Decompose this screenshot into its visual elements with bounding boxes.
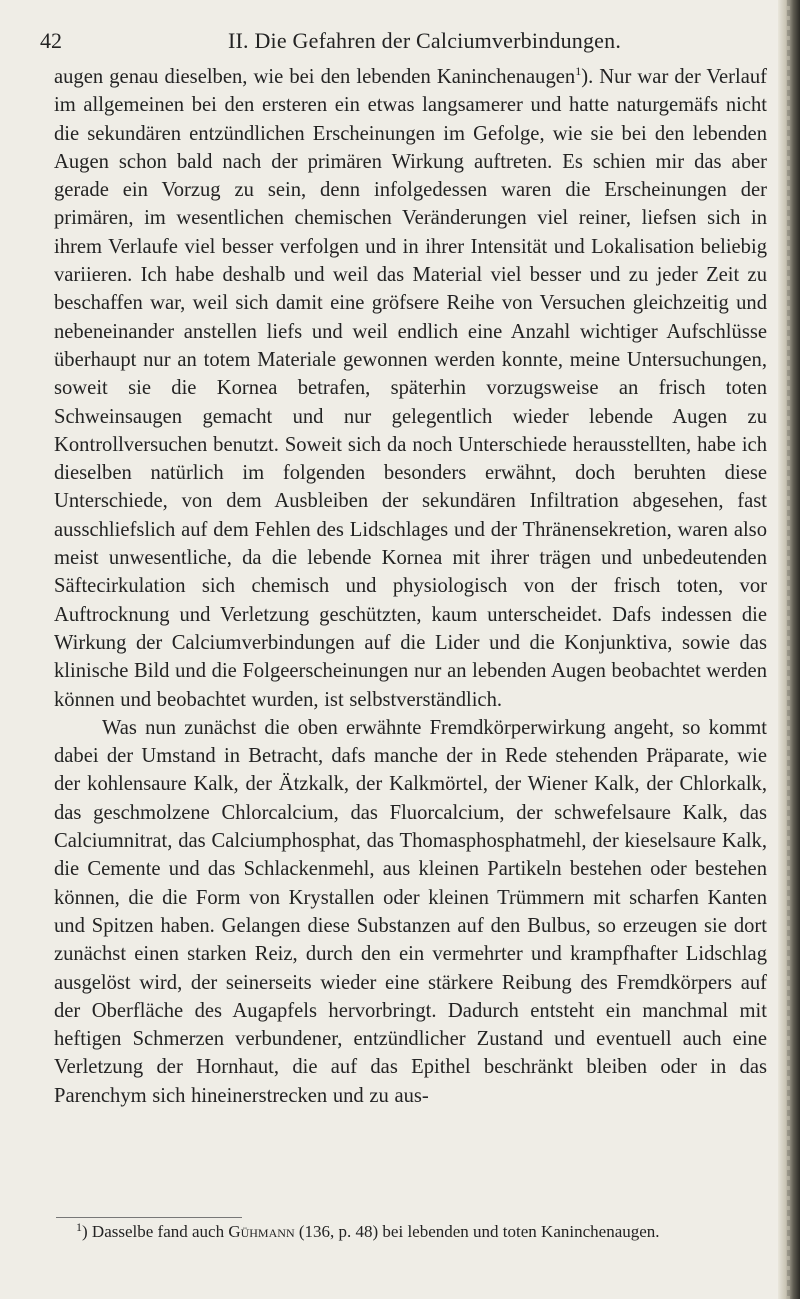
paragraph-2: Was nun zunächst die oben erwähnte Fremdkörperwirkung angeht, so kommt dabei der Umstand in Betracht, dafs manche der in Rede stehenden Präparate, wie der kohlensaure Kalk, der Ätzkalk, der Kalkmörtel, der Wiener Kalk, der Chlorkalk, das geschmolzene Chlorcalcium, das Fluorcalcium, der schwefelsaure Kalk, das Calciumnitrat, das Calciumphosphat, das Thomasphosphatmehl, der kieselsaure Kalk, die Cemente und das Schlackenmehl, aus kleinen Partikeln bestehen oder bestehen können, die die Form von Krystallen oder kleinen Trümmern mit scharfen Kanten und Spitzen haben. Gelangen diese Substanzen auf den Bulbus, so erzeugen sie dort zunächst einen starken Reiz, durch den ein vermehrter und krampfhafter Lidschlag ausgelöst wird, der seinerseits wieder eine stärkere Reibung des Fremdkörpers auf der Oberfläche des Augapfels hervorbringt. Dadurch entsteht ein manchmal mit heftigen Schmerzen verbundener, entzündlicher Zustand und eventuell auch eine Verletzung der Hornhaut, die auf das Epithel beschränkt bleiben oder in das Parenchym sich hineinerstrecken und zu aus- — [54, 716, 767, 1107]
page-edge-binding — [787, 0, 790, 1299]
paragraph-1-rest: ). Nur war der Verlauf im allgemeinen bei den ersteren ein etwas langsamerer und hatte naturgemäfs nicht die sekundären entzündlichen Erscheinungen im Gefolge, wie sie bei den lebenden Augen schon bald nach der primären Wirkung auftreten. Es schien mir das aber gerade ein Vorzug zu sein, denn infolgedessen waren die Erscheinungen der primären, im wesentlichen chemischen Veränderungen viel reiner, liefsen sich in ihrem Verlaufe viel besser verfolgen und in ihrer Intensität und Lokalisation beliebig variieren. Ich habe deshalb und weil das Material viel besser und zu jeder Zeit zu beschaffen war, weil sich damit eine gröfsere Reihe von Versuchen gleichzeitig und nebeneinander anstellen liefs und weil endlich eine Anzahl wichtiger Aufschlüsse überhaupt nur an totem Materiale gewonnen werden konnte, meine Untersuchungen, soweit sie die Kornea betrafen, späterhin vorzugsweise an frisch toten Schweinsaugen gemacht und nur gelegentlich wieder lebende Augen zu Kontrollversuchen benutzt. Soweit sich da noch Unterschiede herausstellten, habe ich dieselben natürlich im folgenden besonders erwähnt, doch beruhten diese Unterschiede, von dem Ausbleiben der sekundären Infiltration abgesehen, fast ausschliefslich auf dem Fehlen des Lidschlages und der Thränensekretion, waren also meist unwesentliche, da die lebende Kornea mit ihrer trägen und unbedeutenden Säftecirkulation sich chemisch und physiologisch von der frisch toten, vor Auftrocknung und Verletzung geschützten, kaum unterscheidet. Dafs indessen die Wirkung der Calciumverbindungen auf die Lider und die Konjunktiva, sowie das klinische Bild und die Folgeerscheinungen nur an lebenden Augen beobachtet werden können und beobachtet wurden, ist selbstverständlich. — [54, 66, 767, 711]
footnote-divider — [56, 1217, 242, 1218]
page-edge-shadow — [778, 0, 800, 1299]
footnote — [54, 1220, 767, 1243]
paragraph-1 — [54, 63, 767, 714]
footnote-author: Gühmann — [228, 1222, 295, 1241]
footnote-reference: 1 — [575, 64, 582, 78]
footnote-text-end: (136, p. 48) bei lebenden und toten Kaninchenaugen. — [294, 1222, 660, 1241]
page-header — [40, 24, 770, 60]
footnote-marker: 1 — [76, 1220, 82, 1234]
page-number: 42 — [40, 28, 62, 53]
paragraph-1-start: augen genau dieselben, wie bei den lebenden Kaninchenaugen — [54, 66, 576, 88]
running-head: II. Die Gefahren der Calciumverbindungen. — [228, 28, 622, 53]
footnote-text-start: ) Dasselbe fand auch — [82, 1222, 229, 1241]
footnote-text — [54, 1220, 767, 1243]
body-text — [54, 63, 767, 1110]
